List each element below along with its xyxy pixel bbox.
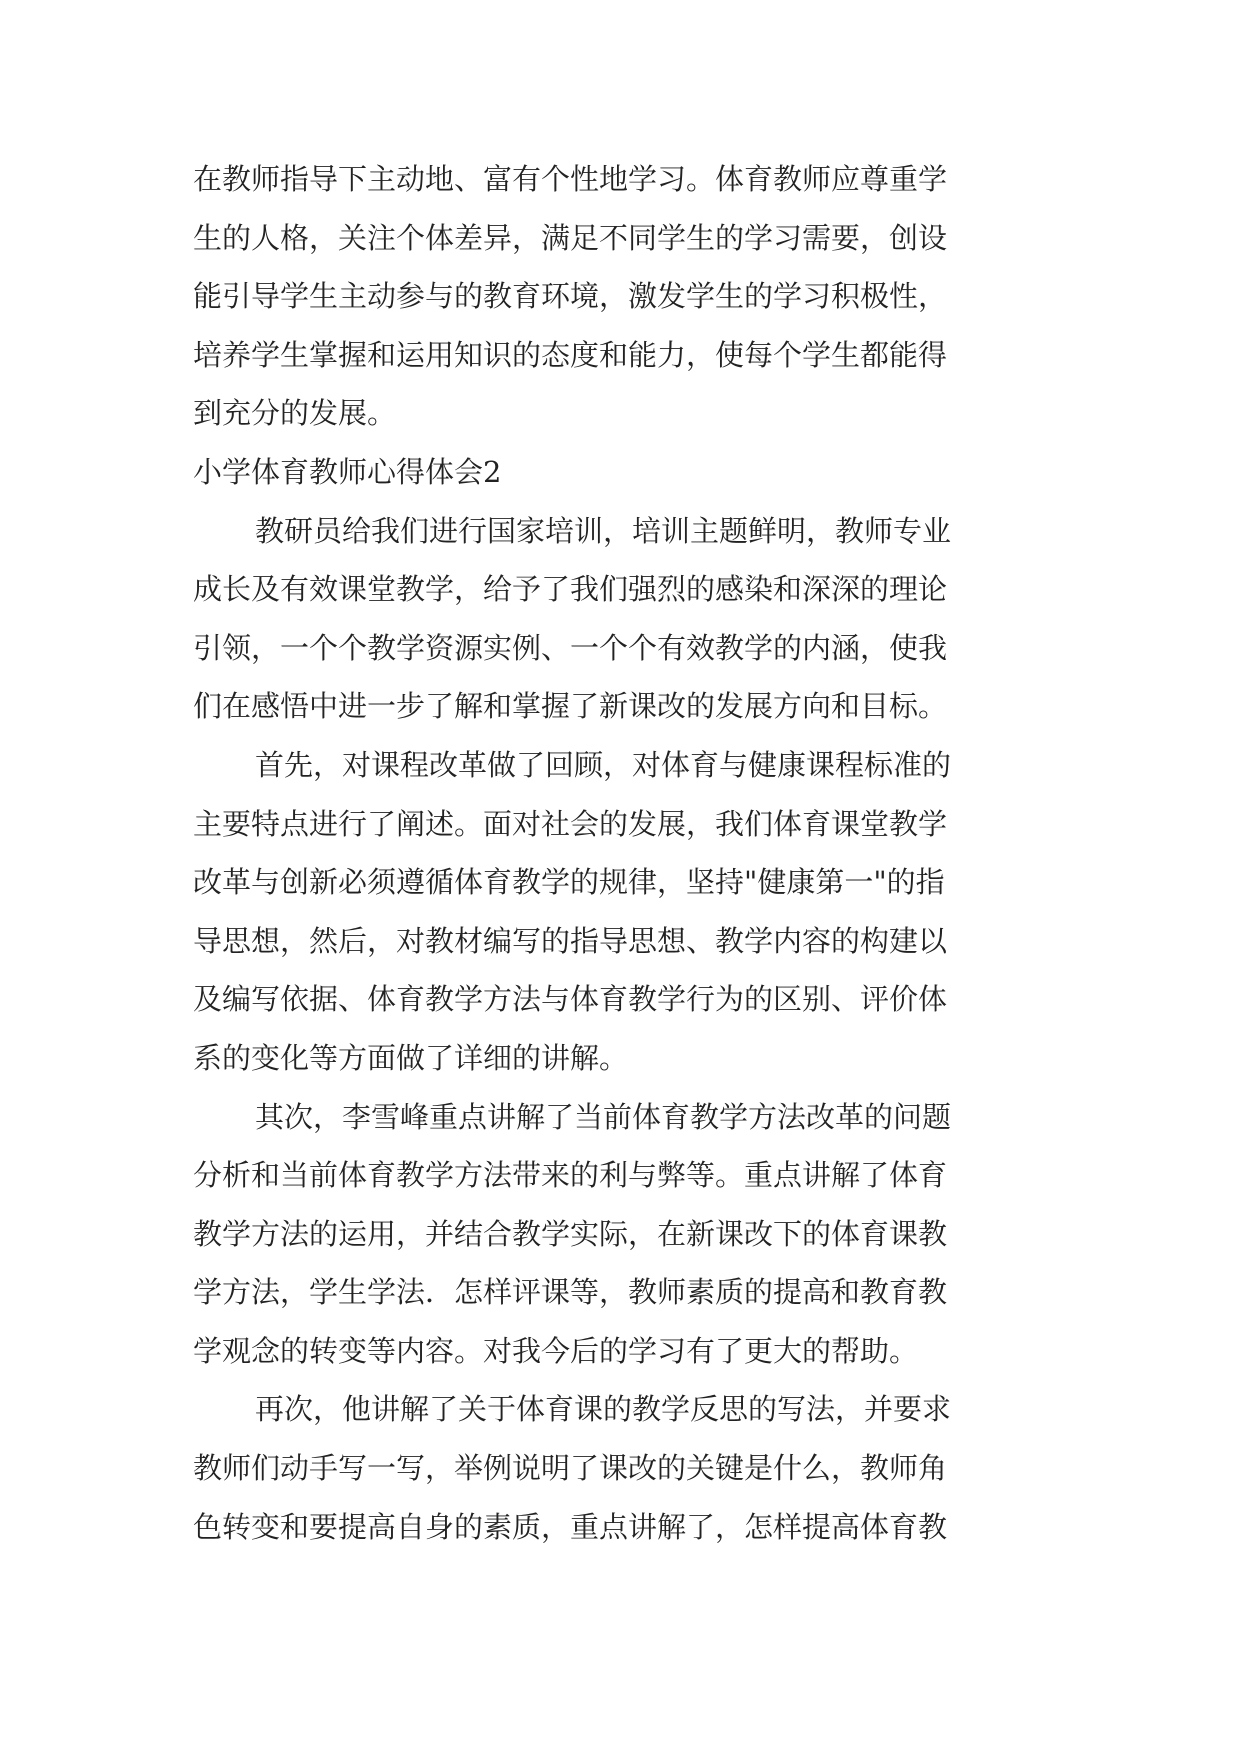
text-line: 系的变化等方面做了详细的讲解。 bbox=[193, 1040, 629, 1075]
text-line: 再次，他讲解了关于体育课的教学反思的写法，并要求 bbox=[255, 1392, 952, 1427]
text-line: 引领，一个个教学资源实例、一个个有效教学的内涵，使我 bbox=[193, 630, 948, 665]
text-line: 分析和当前体育教学方法带来的利与弊等。重点讲解了体育 bbox=[193, 1158, 948, 1193]
text-line: 成长及有效课堂教学，给予了我们强烈的感染和深深的理论 bbox=[193, 572, 948, 607]
text-line: 主要特点进行了阐述。面对社会的发展，我们体育课堂教学 bbox=[193, 806, 948, 841]
text-line: 能引导学生主动参与的教育环境，激发学生的学习积极性， bbox=[193, 279, 948, 314]
text-line: 生的人格，关注个体差异，满足不同学生的学习需要，创设 bbox=[193, 220, 948, 255]
text-line: 学观念的转变等内容。对我今后的学习有了更大的帮助。 bbox=[193, 1333, 919, 1368]
text-line: 在教师指导下主动地、富有个性地学习。体育教师应尊重学 bbox=[193, 162, 948, 196]
text-line: 色转变和要提高自身的素质，重点讲解了，怎样提高体育教 bbox=[193, 1509, 948, 1544]
text-line: 教研员给我们进行国家培训，培训主题鲜明，教师专业 bbox=[255, 513, 952, 548]
text-line: 到充分的发展。 bbox=[193, 396, 397, 431]
text-line: 导思想，然后，对教材编写的指导思想、教学内容的构建以 bbox=[193, 923, 948, 958]
section-heading: 小学体育教师心得体会2 bbox=[193, 454, 502, 489]
document-body bbox=[193, 150, 1078, 1556]
text-line: 首先，对课程改革做了回顾，对体育与健康课程标准的 bbox=[255, 747, 952, 782]
text-line: 们在感悟中进一步了解和掌握了新课改的发展方向和目标。 bbox=[193, 689, 948, 724]
text-line: 其次，李雪峰重点讲解了当前体育教学方法改革的问题 bbox=[255, 1099, 952, 1134]
text-line: 教师们动手写一写，举例说明了课改的关键是什么，教师角 bbox=[193, 1451, 948, 1486]
text-line: 教学方法的运用，并结合教学实际，在新课改下的体育课教 bbox=[193, 1216, 948, 1251]
text-line: 及编写依据、体育教学方法与体育教学行为的区别、评价体 bbox=[193, 982, 948, 1017]
text-line: 学方法，学生学法．怎样评课等，教师素质的提高和教育教 bbox=[193, 1275, 948, 1310]
text-line: 培养学生掌握和运用知识的态度和能力，使每个学生都能得 bbox=[193, 337, 948, 372]
text-line: 改革与创新必须遵循体育教学的规律，坚持"健康第一"的指 bbox=[193, 865, 945, 900]
